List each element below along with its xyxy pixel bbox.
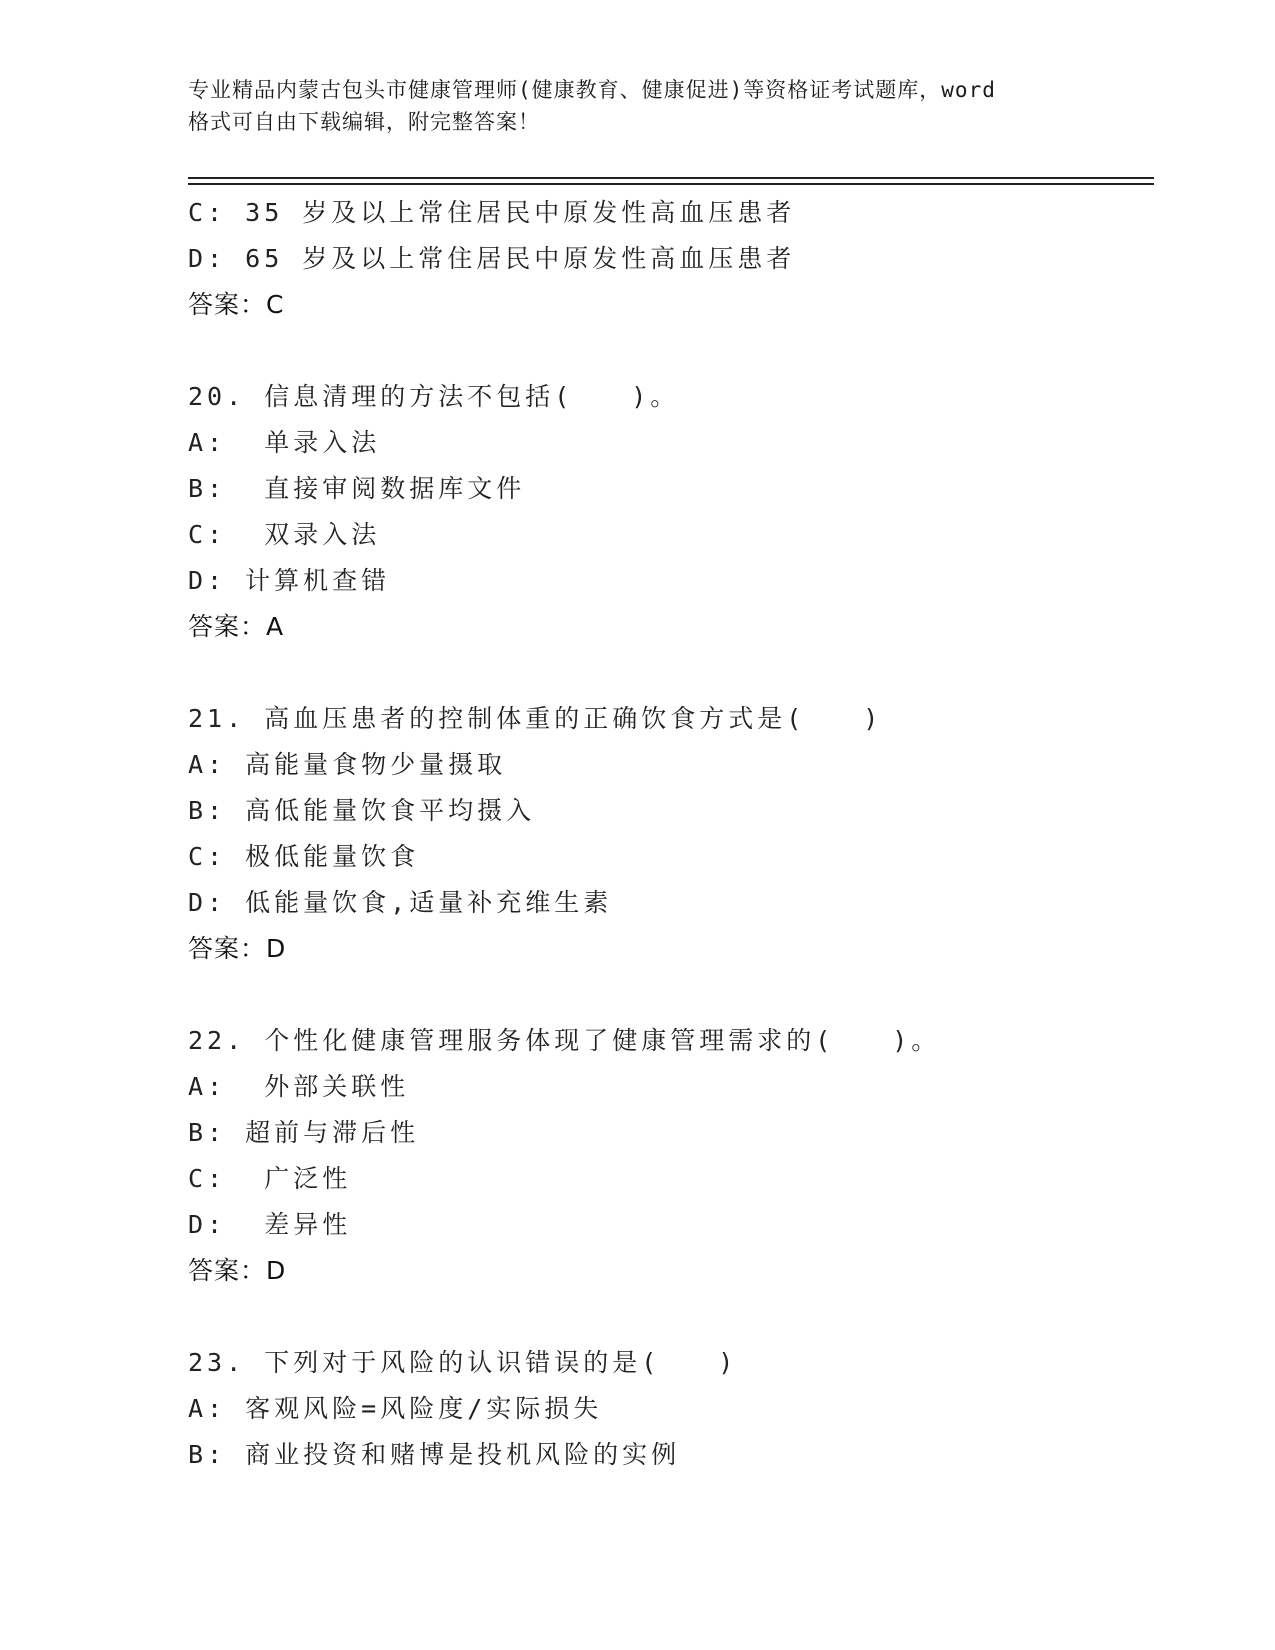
question-stem: 20. 信息清理的方法不包括( )。 <box>188 382 680 411</box>
option-b: B: 超前与滞后性 <box>188 1118 420 1147</box>
option-a: A: 客观风险=风险度/实际损失 <box>188 1394 603 1423</box>
header-divider-bottom <box>188 183 1154 185</box>
option-d: D: 65 岁及以上常住居民中原发性高血压患者 <box>188 244 796 273</box>
option-b: B: 直接审阅数据库文件 <box>188 474 526 503</box>
option-c: C: 35 岁及以上常住居民中原发性高血压患者 <box>188 198 796 227</box>
answer-line: 答案：D <box>188 934 287 963</box>
option-d: D: 低能量饮食,适量补充维生素 <box>188 888 613 917</box>
spacer <box>188 1294 1154 1340</box>
spacer <box>188 972 1154 1018</box>
option-a: A: 单录入法 <box>188 428 381 457</box>
option-d: D: 计算机查错 <box>188 566 391 595</box>
option-b: B: 高低能量饮食平均摄入 <box>188 796 536 825</box>
answer-line: 答案：D <box>188 1256 287 1285</box>
option-b: B: 商业投资和赌博是投机风险的实例 <box>188 1440 681 1469</box>
option-a: A: 高能量食物少量摄取 <box>188 750 507 779</box>
question-list <box>188 190 1154 1478</box>
spacer <box>188 328 1154 374</box>
answer-line: 答案：C <box>188 290 285 319</box>
option-c: C: 双录入法 <box>188 520 381 549</box>
option-c: C: 极低能量饮食 <box>188 842 420 871</box>
option-c: C: 广泛性 <box>188 1164 352 1193</box>
option-d: D: 差异性 <box>188 1210 352 1239</box>
spacer <box>188 650 1154 696</box>
question-stem: 21. 高血压患者的控制体重的正确饮食方式是( ) <box>188 704 883 733</box>
option-a: A: 外部关联性 <box>188 1072 410 1101</box>
header-line-2: 格式可自由下载编辑，附完整答案！ <box>188 110 540 134</box>
header-line-1: 专业精品内蒙古包头市健康管理师(健康教育、健康促进)等资格证考试题库，word <box>188 78 996 102</box>
header-divider-top <box>188 177 1154 179</box>
question-stem: 22. 个性化健康管理服务体现了健康管理需求的( )。 <box>188 1026 941 1055</box>
question-stem: 23. 下列对于风险的认识错误的是( ) <box>188 1348 738 1377</box>
document-header <box>188 74 1088 138</box>
answer-line: 答案：A <box>188 612 285 641</box>
